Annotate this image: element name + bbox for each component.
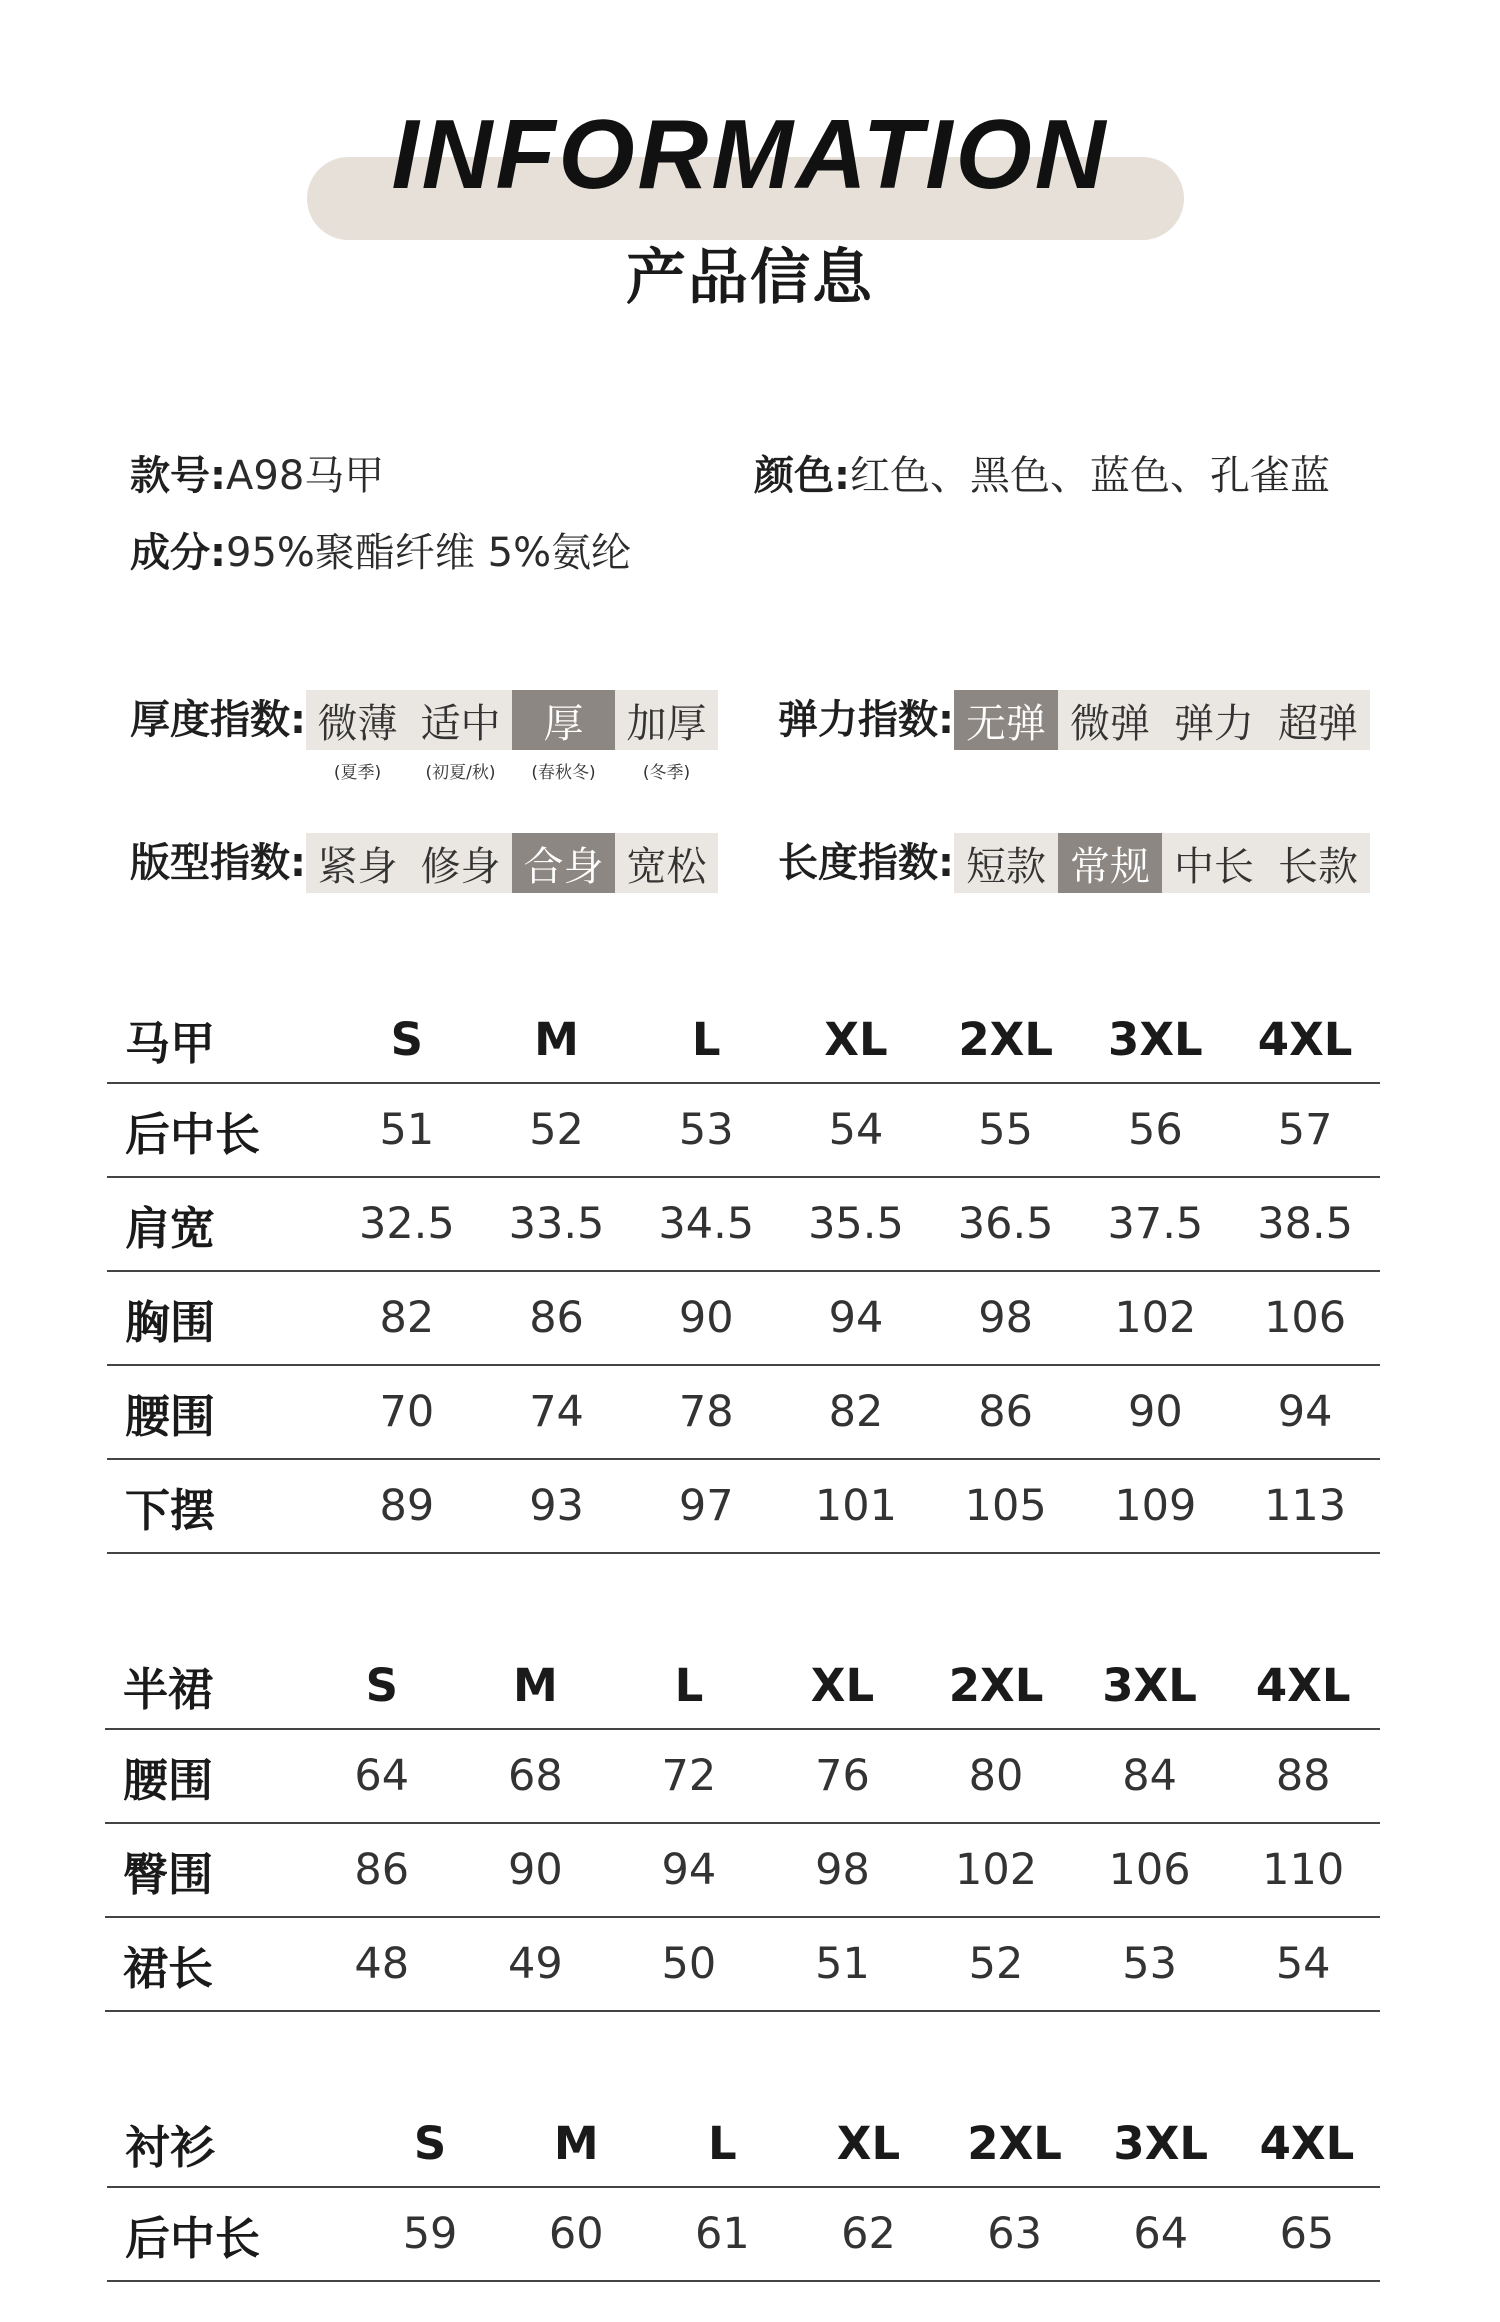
table-cell: 33.5 xyxy=(482,1177,632,1271)
table-row xyxy=(107,1083,1380,1177)
size-header: L xyxy=(649,2100,795,2187)
table-row xyxy=(107,1459,1380,1553)
shirt-size-table xyxy=(107,2100,1380,2282)
table-cell: 61 xyxy=(649,2187,795,2281)
size-header: 4XL xyxy=(1230,996,1380,1083)
row-label: 臀围 xyxy=(105,1823,305,1917)
table-cell: 113 xyxy=(1230,1459,1380,1553)
table-row xyxy=(107,1365,1380,1459)
thickness-option xyxy=(306,690,409,783)
table-cell: 60 xyxy=(503,2187,649,2281)
table-cell: 59 xyxy=(357,2187,503,2281)
table-row xyxy=(105,1917,1380,2011)
thickness-option-text: 加厚 xyxy=(626,700,707,747)
thickness-option xyxy=(409,690,512,783)
fit-options xyxy=(306,833,718,893)
table-cell: 50 xyxy=(612,1917,766,2011)
table-cell: 57 xyxy=(1230,1083,1380,1177)
fit-option xyxy=(512,833,615,893)
table-cell: 49 xyxy=(459,1917,613,2011)
row-label: 腰围 xyxy=(105,1729,305,1823)
material-key: 成分: xyxy=(130,530,226,576)
table-cell: 88 xyxy=(1226,1729,1380,1823)
table-cell: 36.5 xyxy=(931,1177,1081,1271)
thickness-option-text: 适中 xyxy=(420,700,501,747)
table-cell: 53 xyxy=(631,1083,781,1177)
elasticity-option xyxy=(954,690,1058,750)
table-cell: 86 xyxy=(305,1823,459,1917)
thickness-option-note: (初夏/秋) xyxy=(425,763,496,783)
table-cell: 102 xyxy=(919,1823,1073,1917)
size-header: 2XL xyxy=(942,2100,1088,2187)
row-label: 胸围 xyxy=(107,1271,332,1365)
table-cell: 32.5 xyxy=(332,1177,482,1271)
model-value: A98马甲 xyxy=(226,453,385,499)
table-cell: 64 xyxy=(1088,2187,1234,2281)
table-cell: 97 xyxy=(631,1459,781,1553)
length-option xyxy=(1162,833,1266,893)
thickness-option-text: 厚 xyxy=(543,700,584,747)
table-row xyxy=(107,2187,1380,2281)
table-cell: 52 xyxy=(919,1917,1073,2011)
table-cell: 101 xyxy=(781,1459,931,1553)
table-header-row xyxy=(107,996,1380,1083)
table-name: 半裙 xyxy=(105,1642,305,1729)
thickness-option-note: (冬季) xyxy=(642,763,691,783)
table-cell: 89 xyxy=(332,1459,482,1553)
table-cell: 62 xyxy=(795,2187,941,2281)
thickness-option-note: (春秋冬) xyxy=(531,763,596,783)
table-cell: 54 xyxy=(781,1083,931,1177)
table-cell: 90 xyxy=(631,1271,781,1365)
table-cell: 86 xyxy=(482,1271,632,1365)
table-cell: 78 xyxy=(631,1365,781,1459)
size-header: XL xyxy=(766,1642,920,1729)
size-header: 2XL xyxy=(919,1642,1073,1729)
table-cell: 63 xyxy=(942,2187,1088,2281)
fit-index-label: 版型指数: xyxy=(130,840,306,886)
size-header: M xyxy=(459,1642,613,1729)
size-header: 4XL xyxy=(1226,1642,1380,1729)
table-cell: 84 xyxy=(1073,1729,1227,1823)
table-name: 马甲 xyxy=(107,996,332,1083)
elasticity-options xyxy=(954,690,1370,750)
table-cell: 86 xyxy=(931,1365,1081,1459)
size-header: S xyxy=(305,1642,459,1729)
table-cell: 105 xyxy=(931,1459,1081,1553)
elasticity-index xyxy=(778,690,1370,750)
size-header: 4XL xyxy=(1234,2100,1380,2187)
color-info xyxy=(754,453,1330,499)
model-key: 款号: xyxy=(130,453,226,499)
length-options xyxy=(954,833,1370,893)
table-cell: 110 xyxy=(1226,1823,1380,1917)
size-header: 3XL xyxy=(1081,996,1231,1083)
length-option-text: 短款 xyxy=(966,843,1046,890)
table-row xyxy=(107,1271,1380,1365)
table-cell: 56 xyxy=(1081,1083,1231,1177)
thickness-option-note: (夏季) xyxy=(333,763,382,783)
table-cell: 64 xyxy=(305,1729,459,1823)
length-index xyxy=(778,833,1370,893)
table-row xyxy=(107,1177,1380,1271)
vest-size-table xyxy=(107,996,1380,1554)
table-cell: 52 xyxy=(482,1083,632,1177)
table-header-row xyxy=(105,1642,1380,1729)
row-label: 下摆 xyxy=(107,1459,332,1553)
length-option xyxy=(1058,833,1162,893)
material-value: 95%聚酯纤维 5%氨纶 xyxy=(226,530,632,576)
elasticity-option-text: 微弹 xyxy=(1070,700,1150,747)
length-option xyxy=(1266,833,1370,893)
table-cell: 90 xyxy=(1081,1365,1231,1459)
table-cell: 68 xyxy=(459,1729,613,1823)
color-key: 颜色: xyxy=(754,453,850,499)
elasticity-option xyxy=(1162,690,1266,750)
size-header: S xyxy=(357,2100,503,2187)
page-title-cn: 产品信息 xyxy=(626,243,874,313)
table-cell: 94 xyxy=(612,1823,766,1917)
elasticity-option xyxy=(1266,690,1370,750)
table-cell: 102 xyxy=(1081,1271,1231,1365)
table-cell: 106 xyxy=(1073,1823,1227,1917)
row-label: 腰围 xyxy=(107,1365,332,1459)
table-cell: 106 xyxy=(1230,1271,1380,1365)
thickness-option xyxy=(615,690,718,783)
table-cell: 54 xyxy=(1226,1917,1380,2011)
size-header: XL xyxy=(781,996,931,1083)
table-cell: 80 xyxy=(919,1729,1073,1823)
elasticity-option-text: 无弹 xyxy=(966,700,1046,747)
length-option xyxy=(954,833,1058,893)
table-cell: 76 xyxy=(766,1729,920,1823)
table-header-row xyxy=(107,2100,1380,2187)
table-name: 衬衫 xyxy=(107,2100,357,2187)
elasticity-index-label: 弹力指数: xyxy=(778,697,954,743)
fit-index xyxy=(130,833,718,893)
table-cell: 38.5 xyxy=(1230,1177,1380,1271)
size-header: XL xyxy=(795,2100,941,2187)
table-row xyxy=(105,1729,1380,1823)
size-header: 3XL xyxy=(1073,1642,1227,1729)
table-cell: 90 xyxy=(459,1823,613,1917)
size-header: 2XL xyxy=(931,996,1081,1083)
size-header: M xyxy=(482,996,632,1083)
header-section xyxy=(0,0,1500,340)
fit-option-text: 紧身 xyxy=(317,843,398,890)
skirt-size-table xyxy=(105,1642,1380,2012)
size-header: L xyxy=(612,1642,766,1729)
fit-option-text: 修身 xyxy=(420,843,501,890)
table-cell: 55 xyxy=(931,1083,1081,1177)
fit-option-text: 宽松 xyxy=(626,843,707,890)
fit-option xyxy=(306,833,409,893)
table-cell: 51 xyxy=(766,1917,920,2011)
table-cell: 98 xyxy=(931,1271,1081,1365)
elasticity-option xyxy=(1058,690,1162,750)
thickness-option xyxy=(512,690,615,783)
table-cell: 35.5 xyxy=(781,1177,931,1271)
table-cell: 109 xyxy=(1081,1459,1231,1553)
size-header: M xyxy=(503,2100,649,2187)
table-cell: 93 xyxy=(482,1459,632,1553)
table-cell: 51 xyxy=(332,1083,482,1177)
color-value: 红色、黑色、蓝色、孔雀蓝 xyxy=(850,453,1330,499)
row-label: 后中长 xyxy=(107,1083,332,1177)
table-cell: 94 xyxy=(1230,1365,1380,1459)
table-cell: 72 xyxy=(612,1729,766,1823)
thickness-index-label: 厚度指数: xyxy=(130,697,306,743)
table-cell: 82 xyxy=(332,1271,482,1365)
row-label: 肩宽 xyxy=(107,1177,332,1271)
table-cell: 94 xyxy=(781,1271,931,1365)
fit-option-text: 合身 xyxy=(523,843,604,890)
table-cell: 98 xyxy=(766,1823,920,1917)
elasticity-option-text: 弹力 xyxy=(1174,700,1254,747)
table-cell: 48 xyxy=(305,1917,459,2011)
length-option-text: 长款 xyxy=(1278,843,1358,890)
table-cell: 74 xyxy=(482,1365,632,1459)
page-title-en: INFORMATION xyxy=(391,99,1109,209)
thickness-index xyxy=(130,690,718,783)
size-header: 3XL xyxy=(1088,2100,1234,2187)
table-cell: 70 xyxy=(332,1365,482,1459)
table-cell: 37.5 xyxy=(1081,1177,1231,1271)
size-header: L xyxy=(631,996,781,1083)
row-label: 裙长 xyxy=(105,1917,305,2011)
fit-option xyxy=(615,833,718,893)
size-header: S xyxy=(332,996,482,1083)
model-info xyxy=(130,453,385,499)
elasticity-option-text: 超弹 xyxy=(1278,700,1358,747)
row-label: 后中长 xyxy=(107,2187,357,2281)
table-cell: 34.5 xyxy=(631,1177,781,1271)
table-cell: 82 xyxy=(781,1365,931,1459)
table-row xyxy=(105,1823,1380,1917)
length-index-label: 长度指数: xyxy=(778,840,954,886)
length-option-text: 常规 xyxy=(1070,843,1150,890)
length-option-text: 中长 xyxy=(1174,843,1254,890)
fit-option xyxy=(409,833,512,893)
thickness-option-text: 微薄 xyxy=(317,700,398,747)
thickness-options xyxy=(306,690,718,783)
table-cell: 65 xyxy=(1234,2187,1380,2281)
table-cell: 53 xyxy=(1073,1917,1227,2011)
material-info xyxy=(130,530,632,576)
